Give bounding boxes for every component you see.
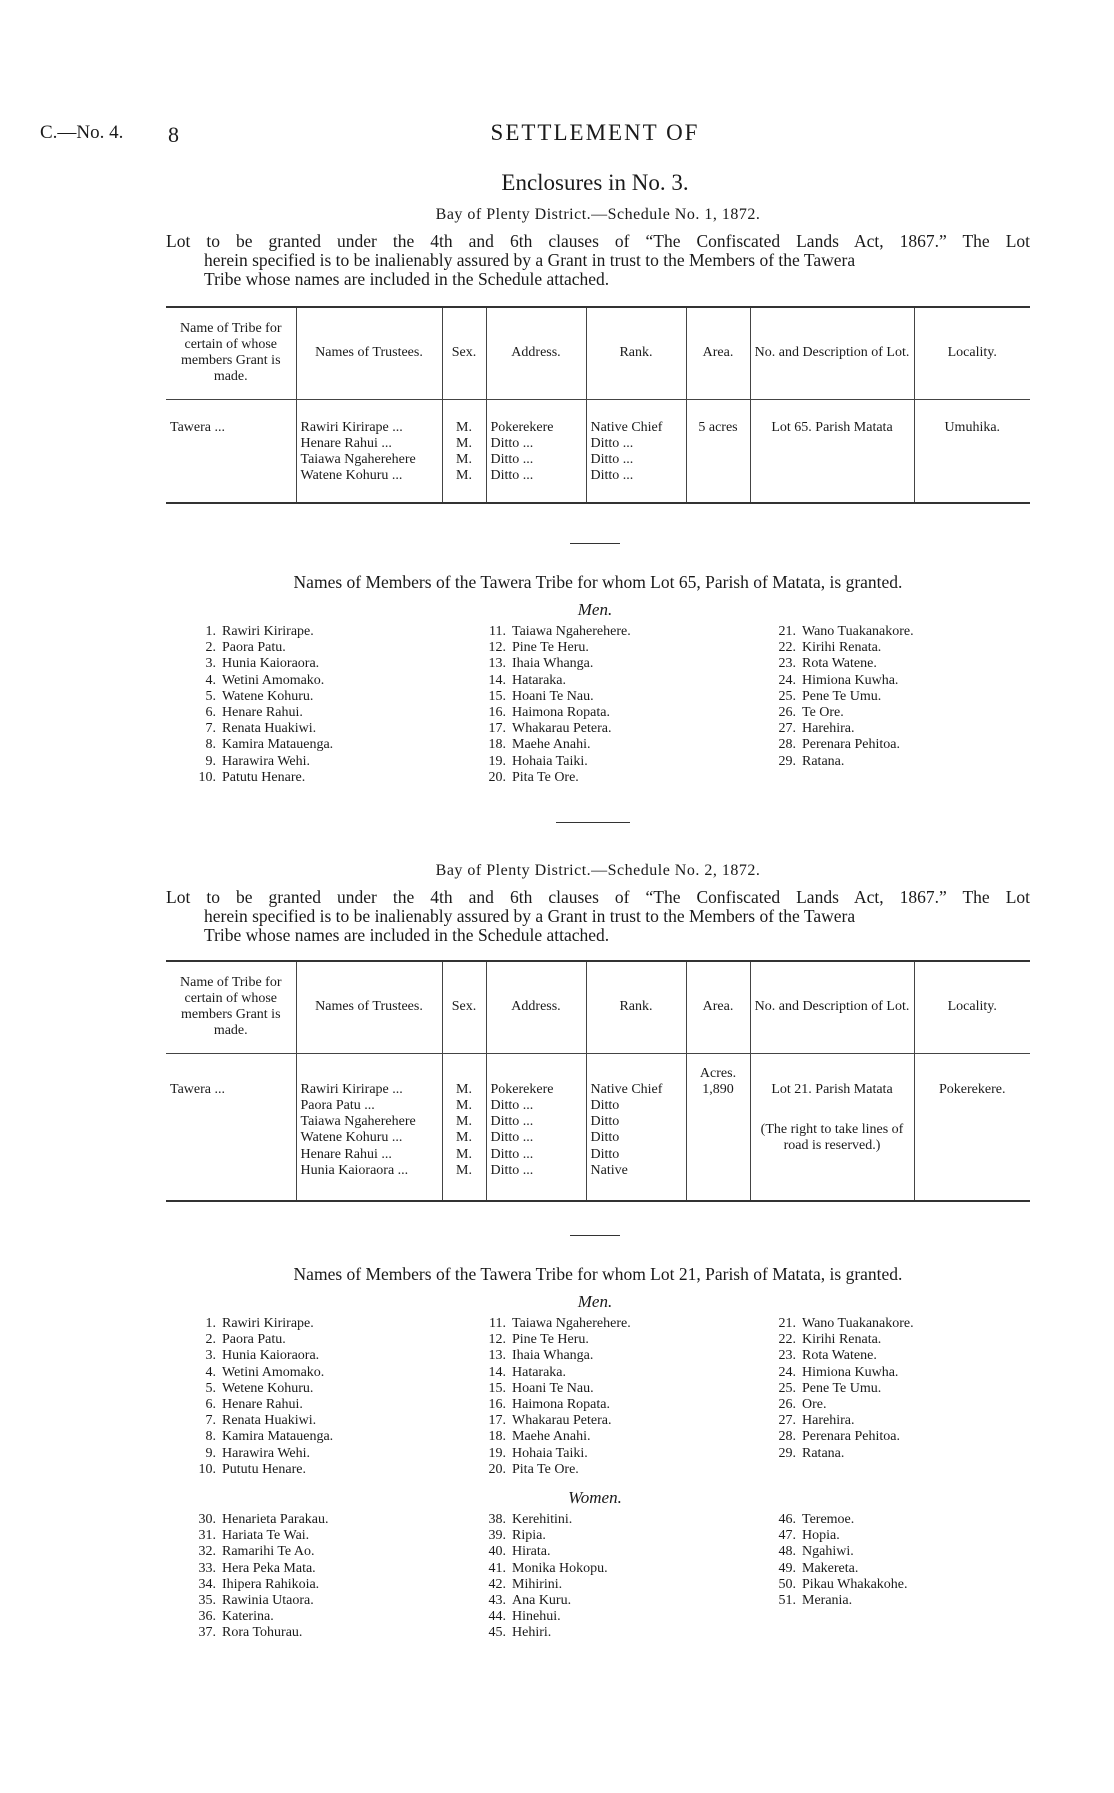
list-item: 16. Haimona Ropata. [488, 1397, 610, 1413]
address-value: Ditto ... [490, 1097, 534, 1113]
trustee-name: Watene Kohuru ... [300, 1130, 403, 1146]
sex-value: M. [456, 452, 472, 468]
list-item: 19. Hohaia Taiki. [488, 753, 588, 769]
rank-value: Native Chief [590, 419, 663, 435]
list-item: 33. Hera Peka Mata. [198, 1560, 316, 1576]
lot-cell [750, 1053, 914, 1201]
schedule-2-title: Bay of Plenty District.—Schedule No. 2, 1872. [435, 862, 761, 879]
col-header-sex: Sex. [442, 961, 486, 1053]
rank-value: Ditto ... [590, 435, 634, 451]
list-item: 8. Kamira Matauenga. [205, 737, 334, 753]
list-item: 6. Henare Rahui. [205, 1397, 303, 1413]
list-item: 23. Rota Watene. [778, 1348, 877, 1364]
col-header-trustees: Names of Trustees. [296, 961, 442, 1053]
list-item: 9. Harawira Wehi. [205, 753, 311, 769]
women-heading: Women. [568, 1488, 622, 1507]
address-value: Ditto ... [490, 1114, 534, 1130]
sex-value: M. [456, 1146, 472, 1162]
list-item: 5. Wetene Kohuru. [205, 1380, 314, 1396]
rank-value: Native Chief [590, 1081, 663, 1097]
women-column-2 [476, 1512, 608, 1642]
men-column-3 [766, 1316, 914, 1462]
col-header-address: Address. [486, 961, 586, 1053]
list-item: 13. Ihaia Whanga. [488, 1348, 594, 1364]
area-cell [686, 1053, 750, 1201]
rank-value: Ditto ... [590, 452, 634, 468]
locality-cell: Pokerekere. [914, 1053, 1030, 1201]
trustees-cell [296, 1053, 442, 1201]
address-value: Pokerekere [490, 419, 554, 435]
sex-value: M. [456, 1081, 472, 1097]
section-divider [570, 1235, 620, 1236]
area-unit: Acres. [699, 1065, 737, 1081]
list-item: 25. Pene Te Umu. [778, 688, 882, 704]
trustee-name: Rawiri Kirirape ... [300, 419, 403, 435]
schedule-2-intro-line: Tribe whose names are included in the Schedule attached. [204, 925, 610, 945]
col-header-locality: Locality. [914, 961, 1030, 1053]
schedule-1-intro-line: Tribe whose names are included in the Schedule attached. [204, 269, 610, 289]
list-item: 25. Pene Te Umu. [778, 1380, 882, 1396]
rank-value: Ditto [590, 1097, 620, 1113]
trustee-name: Paora Patu ... [300, 1097, 375, 1113]
section-divider [556, 822, 630, 823]
locality-cell: Umuhika. [914, 399, 1030, 503]
schedule-2-intro-line: herein specified is to be inalienably assured by a Grant in trust to the Members of the Tawera [204, 906, 856, 926]
list-item: 37. Rora Tohurau. [198, 1625, 303, 1641]
list-item: 27. Harehira. [778, 1413, 855, 1429]
col-header-tribe: Name of Tribe for certain of whose members Grant is made. [166, 307, 296, 399]
list-item: 3. Hunia Kaioraora. [205, 656, 320, 672]
list-item: 2. Paora Patu. [205, 1332, 286, 1348]
sex-value: M. [456, 419, 472, 435]
list-item: 36. Katerina. [198, 1609, 274, 1625]
sex-value: M. [456, 468, 472, 484]
list-item: 27. Harehira. [778, 721, 855, 737]
rank-value: Ditto [590, 1146, 620, 1162]
list-item: 24. Himiona Kuwha. [778, 672, 899, 688]
sex-value: M. [456, 1097, 472, 1113]
trustees-cell [296, 399, 442, 503]
list-item: 43. Ana Kuru. [488, 1593, 572, 1609]
list-item: 29. Ratana. [778, 1445, 845, 1461]
trustee-name: Taiawa Ngaherehere [300, 452, 416, 468]
schedule-2-intro-line: Lot to be granted under the 4th and 6th clauses of “The Confiscated Lands Act, 1867.” The Lot [166, 887, 1030, 907]
trustee-name: Henare Rahui ... [300, 435, 392, 451]
schedule-2-table [166, 960, 1030, 1202]
list-item: 12. Pine Te Heru. [488, 640, 589, 656]
address-value: Ditto ... [490, 1130, 534, 1146]
list-item: 38. Kerehitini. [488, 1512, 573, 1527]
sex-value: M. [456, 1162, 472, 1178]
col-header-locality: Locality. [914, 307, 1030, 399]
list-item: 29. Ratana. [778, 753, 845, 769]
list-item: 10. Pututu Henare. [198, 1461, 306, 1477]
rank-value: Ditto ... [590, 468, 634, 484]
list-item: 35. Rawinia Utaora. [198, 1593, 314, 1609]
trustee-name: Henare Rahui ... [300, 1146, 392, 1162]
lot-value: Lot 21. Parish Matata [771, 1081, 893, 1097]
names-1-column-3 [766, 624, 914, 770]
address-value: Ditto ... [490, 452, 534, 468]
col-header-area: Area. [686, 307, 750, 399]
address-cell [486, 1053, 586, 1201]
list-item: 14. Hataraka. [488, 1364, 567, 1380]
rank-cell [586, 1053, 686, 1201]
list-item: 3. Hunia Kaioraora. [205, 1348, 320, 1364]
schedule-1-intro [166, 232, 1030, 289]
address-value: Ditto ... [490, 435, 534, 451]
col-header-tribe: Name of Tribe for certain of whose members Grant is made. [166, 961, 296, 1053]
men-column-2 [476, 1316, 631, 1478]
list-item: 40. Hirata. [488, 1544, 551, 1560]
sex-value: M. [456, 1130, 472, 1146]
col-header-lot: No. and Description of Lot. [750, 961, 914, 1053]
list-item: 11. Taiawa Ngaherehere. [489, 624, 631, 639]
names-1-column-1 [186, 624, 333, 786]
trustee-name: Taiawa Ngaherehere [300, 1114, 416, 1130]
list-item: 41. Monika Hokopu. [488, 1560, 608, 1576]
section-divider [570, 543, 620, 544]
rank-value: Native [590, 1162, 628, 1178]
list-item: 23. Rota Watene. [778, 656, 877, 672]
col-header-rank: Rank. [586, 961, 686, 1053]
sex-cell [442, 399, 486, 503]
tribe-cell: Tawera ... [166, 1053, 296, 1201]
list-item: 46. Teremoe. [778, 1512, 855, 1527]
list-item: 4. Wetini Amomako. [205, 672, 325, 688]
lot-note: (The right to take lines of road is reserved.) [760, 1121, 904, 1153]
lot-cell: Lot 65. Parish Matata [750, 399, 914, 503]
enclosures-heading: Enclosures in No. 3. [501, 170, 689, 195]
list-item: 32. Ramarihi Te Ao. [198, 1544, 315, 1560]
rank-value: Ditto [590, 1114, 620, 1130]
list-item: 44. Hinehui. [488, 1609, 561, 1625]
list-item: 26. Te Ore. [778, 705, 844, 721]
sex-cell [442, 1053, 486, 1201]
list-item: 14. Hataraka. [488, 672, 567, 688]
list-item: 15. Hoani Te Nau. [488, 688, 594, 704]
list-item: 48. Ngahiwi. [778, 1544, 854, 1560]
list-item: 28. Perenara Pehitoa. [778, 737, 900, 753]
list-item: 17. Whakarau Petera. [488, 1413, 612, 1429]
list-item: 2. Paora Patu. [205, 640, 286, 656]
names-1-column-2 [476, 624, 631, 786]
list-item: 18. Maehe Anahi. [488, 1429, 591, 1445]
list-item: 6. Henare Rahui. [205, 705, 303, 721]
list-item: 7. Renata Huakiwi. [205, 1413, 317, 1429]
men-heading: Men. [577, 1292, 613, 1311]
address-value: Ditto ... [490, 1146, 534, 1162]
trustee-name: Hunia Kaioraora ... [300, 1162, 409, 1178]
list-item: 7. Renata Huakiwi. [205, 721, 317, 737]
schedule-1-title: Bay of Plenty District.—Schedule No. 1, 1872. [435, 206, 761, 223]
schedule-1-intro-line: Lot to be granted under the 4th and 6th clauses of “The Confiscated Lands Act, 1867.” The Lot [166, 231, 1030, 251]
list-item: 4. Wetini Amomako. [205, 1364, 325, 1380]
list-item: 47. Hopia. [778, 1528, 840, 1544]
document-reference: C.—No. 4. [40, 122, 124, 143]
women-column-1 [186, 1512, 329, 1642]
list-item: 18. Maehe Anahi. [488, 737, 591, 753]
names-2-title: Names of Members of the Tawera Tribe for whom Lot 21, Parish of Matata, is granted. [293, 1264, 903, 1284]
women-column-3 [766, 1512, 908, 1609]
sex-value: M. [456, 435, 472, 451]
list-item: 42. Mihirini. [488, 1576, 563, 1592]
men-column-1 [186, 1316, 333, 1478]
list-item: 1. Rawiri Kirirape. [205, 1316, 314, 1331]
list-item: 26. Ore. [778, 1397, 827, 1413]
schedule-1-table [166, 306, 1030, 504]
col-header-rank: Rank. [586, 307, 686, 399]
col-header-sex: Sex. [442, 307, 486, 399]
list-item: 13. Ihaia Whanga. [488, 656, 594, 672]
list-item: 21. Wano Tuakanakore. [778, 624, 914, 639]
list-item: 15. Hoani Te Nau. [488, 1380, 594, 1396]
address-cell [486, 399, 586, 503]
address-value: Pokerekere [490, 1081, 554, 1097]
area-cell: 5 acres [686, 399, 750, 503]
list-item: 51. Merania. [778, 1593, 853, 1609]
list-item: 21. Wano Tuakanakore. [778, 1316, 914, 1331]
list-item: 22. Kirihi Renata. [778, 640, 882, 656]
list-item: 12. Pine Te Heru. [488, 1332, 589, 1348]
page-title: SETTLEMENT OF [490, 120, 700, 145]
list-item: 34. Ihipera Rahikoia. [198, 1576, 320, 1592]
men-heading: Men. [577, 600, 613, 619]
list-item: 1. Rawiri Kirirape. [205, 624, 314, 639]
list-item: 50. Pikau Whakakohe. [778, 1576, 908, 1592]
col-header-area: Area. [686, 961, 750, 1053]
tribe-cell: Tawera ... [166, 399, 296, 503]
list-item: 45. Hehiri. [488, 1625, 552, 1641]
page-number: 8 [168, 122, 179, 147]
rank-cell [586, 399, 686, 503]
list-item: 49. Makereta. [778, 1560, 859, 1576]
list-item: 24. Himiona Kuwha. [778, 1364, 899, 1380]
list-item: 20. Pita Te Ore. [488, 1461, 579, 1477]
rank-value: Ditto [590, 1130, 620, 1146]
names-1-title: Names of Members of the Tawera Tribe for whom Lot 65, Parish of Matata, is granted. [293, 572, 903, 592]
schedule-2-intro [166, 888, 1030, 945]
list-item: 20. Pita Te Ore. [488, 769, 579, 785]
list-item: 11. Taiawa Ngaherehere. [489, 1316, 631, 1331]
list-item: 30. Henarieta Parakau. [198, 1512, 329, 1527]
list-item: 19. Hohaia Taiki. [488, 1445, 588, 1461]
list-item: 28. Perenara Pehitoa. [778, 1429, 900, 1445]
list-item: 17. Whakarau Petera. [488, 721, 612, 737]
address-value: Ditto ... [490, 1162, 534, 1178]
col-header-lot: No. and Description of Lot. [750, 307, 914, 399]
list-item: 16. Haimona Ropata. [488, 705, 610, 721]
area-value: 1,890 [702, 1081, 734, 1097]
sex-value: M. [456, 1114, 472, 1130]
list-item: 5. Watene Kohuru. [205, 688, 314, 704]
trustee-name: Rawiri Kirirape ... [300, 1081, 403, 1097]
list-item: 31. Hariata Te Wai. [198, 1528, 310, 1544]
list-item: 10. Patutu Henare. [198, 769, 306, 785]
list-item: 8. Kamira Matauenga. [205, 1429, 334, 1445]
list-item: 39. Ripia. [488, 1528, 546, 1544]
col-header-trustees: Names of Trustees. [296, 307, 442, 399]
address-value: Ditto ... [490, 468, 534, 484]
col-header-address: Address. [486, 307, 586, 399]
list-item: 9. Harawira Wehi. [205, 1445, 311, 1461]
trustee-name: Watene Kohuru ... [300, 468, 403, 484]
schedule-1-intro-line: herein specified is to be inalienably assured by a Grant in trust to the Members of the Tawera [204, 250, 856, 270]
list-item: 22. Kirihi Renata. [778, 1332, 882, 1348]
